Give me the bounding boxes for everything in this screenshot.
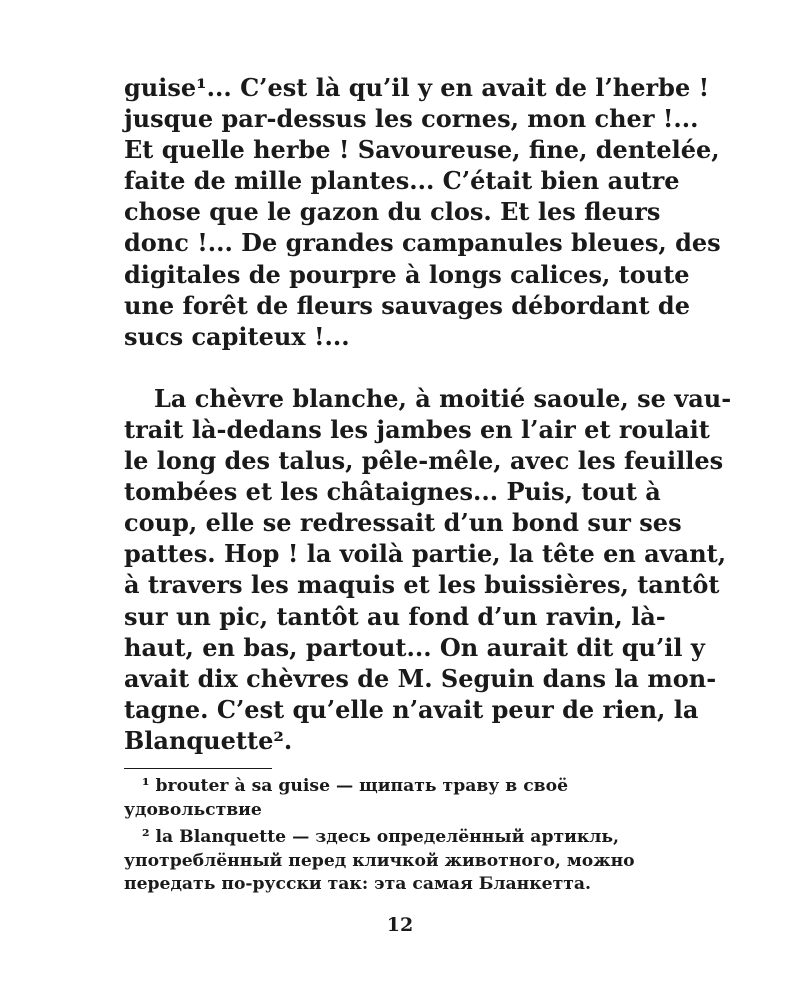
footnotes [124, 775, 696, 897]
footnote-line: употреблённый перед кличкой животного, можно [124, 850, 635, 871]
text-line: haut, en bas, partout... On aurait dit qu’il y [124, 632, 705, 662]
page-body [124, 72, 732, 756]
text-line: coup, elle se redressait d’un bond sur ses [124, 508, 682, 538]
paragraph-1 [124, 72, 721, 352]
paragraph-2 [124, 383, 732, 756]
footnote-line: ² la Blanquette — здесь определённый артикль, [142, 827, 620, 848]
text-line: tombées et les châtaignes... Puis, tout à [124, 477, 661, 507]
text-line: sur un pic, tantôt au fond d’un ravin, là- [124, 601, 666, 631]
text-line: Blanquette². [124, 725, 293, 755]
text-line: jusque par-dessus les cornes, mon cher !... [124, 104, 699, 134]
text-line: digitales de pourpre à longs calices, toute [124, 259, 690, 289]
text-line: une forêt de fleurs sauvages débordant de [124, 290, 690, 320]
footnote-1 [124, 775, 696, 822]
footnote-line: ¹ brouter à sa guise — щипать траву в своё [142, 776, 569, 796]
text-line: pattes. Hop ! la voilà partie, la tête en avant, [124, 539, 727, 569]
text-line: tagne. C’est qu’elle n’avait peur de rien, la [124, 694, 699, 724]
text-line: guise¹... C’est là qu’il y en avait de l’herbe ! [124, 73, 710, 102]
text-line: La chèvre blanche, à moitié saoule, se vau- [154, 383, 732, 413]
footnote-line: передать по-русски так: эта самая Бланкетта. [124, 874, 592, 895]
text-line: chose que le gazon du clos. Et les fleurs [124, 197, 661, 227]
text-line: sucs capiteux !... [124, 321, 350, 351]
text-line: à travers les maquis et les buissières, tantôt [124, 570, 720, 600]
text-line: avait dix chèvres de M. Seguin dans la mon- [124, 663, 717, 693]
text-line: Et quelle herbe ! Savoureuse, fine, dentelée, [124, 135, 720, 165]
text-line: trait là-dedans les jambes en l’air et roulait [124, 414, 710, 444]
footnote-2 [124, 826, 696, 897]
text-line: donc !... De grandes campanules bleues, des [124, 228, 721, 258]
footnote-divider [124, 768, 272, 769]
text-line: faite de mille plantes... C’était bien autre [124, 166, 680, 196]
footnote-line: удовольствие [124, 799, 262, 820]
text-line: le long des talus, pêle-mêle, avec les feuilles [124, 446, 724, 476]
page-number: 12 [386, 914, 414, 936]
